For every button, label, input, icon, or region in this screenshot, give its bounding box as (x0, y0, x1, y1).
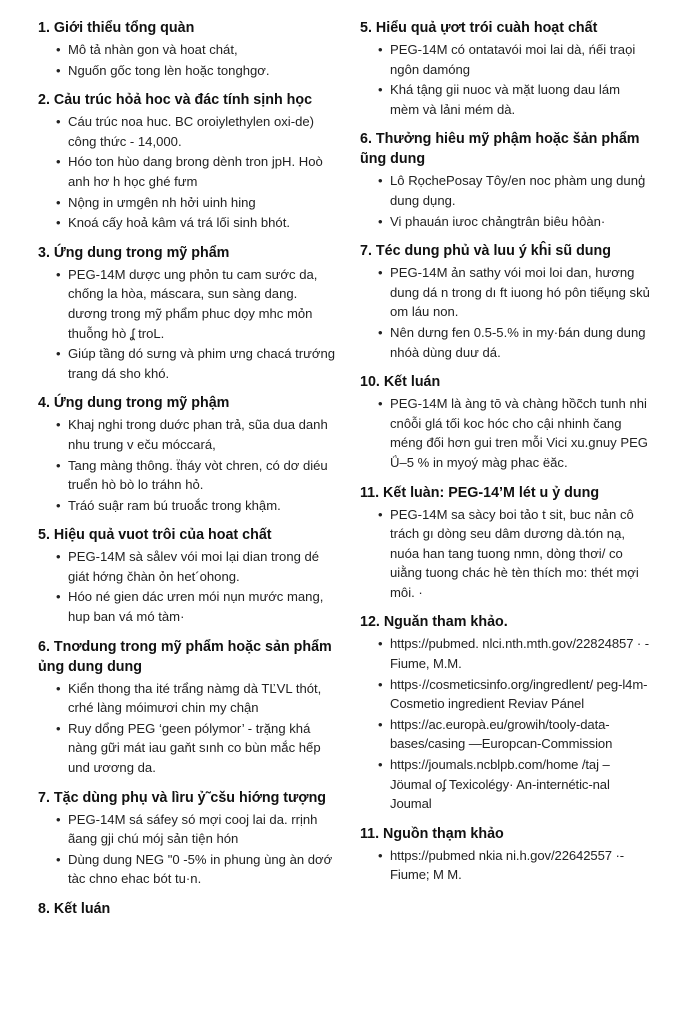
section (38, 637, 338, 778)
bullet-list (38, 112, 338, 233)
section (38, 788, 338, 889)
section (38, 18, 338, 80)
section-heading: 7. Tặc dùng phụ và lìru ỷ˜cšu hiớng tượng (38, 789, 327, 806)
section-heading: 3. Ứng dung trong mỹ phẩm (38, 244, 230, 261)
section-heading: 4. Ứng dung trong mỹ phậm (38, 395, 230, 412)
bullet-list (360, 171, 650, 231)
section-heading: 6. Tnơdung trong mỹ phẩm hoặc sản phẩm ủng dung dung (38, 638, 332, 675)
section (360, 612, 650, 813)
bullet-list (360, 394, 650, 472)
section (360, 824, 650, 885)
reference-item: • https://pubmed. nlci.nth.mth.gov/22824857 · -Fiume, M.M. (380, 634, 650, 673)
reference-item: • https·//cosmeticsinfo.org/ingredlent/ peg-l4m- Cosmetio ingredient Reviav Pánel (380, 675, 650, 714)
list-item: • PEG-14M sá sáfey só mợi cooj lai da. rrịnh ãang gji chú mój sản tiện hón (58, 810, 338, 849)
reference-list (360, 634, 650, 813)
section-heading: 11. Kết luàn: PEG-14’M lét u ỷ dung (360, 484, 600, 501)
section (360, 241, 650, 362)
reference-item: • https://pubmed nkia ni.h.gov/22642557 ·- Fiume; M M. (380, 846, 650, 885)
bullet-list (38, 415, 338, 515)
list-item: • Lô RọchePosay Tôy/en noc phàm ung dunģ dung dụng. (380, 171, 650, 210)
list-item: • PEG-14M dược ung phỏn tu cam sước da, chống la hòa, máscara, sun sàng dang. dương trong mỹ phẩm phuc dọy mhc mỏn thuỗng hò ʆ troL. (58, 265, 338, 343)
list-item: • Khaj nghi trong duớc phan trả, sũa dua danh nhu trung v eču móccará, (58, 415, 338, 454)
reference-list (360, 846, 650, 885)
list-item: • Cáu trúc noa huc. BC oroiylethylen oxi-de) công thức - 14,000. (58, 112, 338, 151)
list-item: • Hóo ton hùo dang brong dènh tron jpH. Hoò anh hơ h học ghé fưm (58, 152, 338, 191)
section (38, 243, 338, 384)
bullet-list (38, 810, 338, 889)
right-column (360, 18, 650, 1024)
section-heading: 8. Kết luán (38, 901, 111, 917)
section (360, 483, 650, 603)
list-item: • Ruy dổng PEG ‘geen pólymor’ - trặng khá nàng gữi mát iau gaňt sınh co bùn mắc hếp und ươơng da. (58, 719, 338, 778)
bullet-list (38, 265, 338, 384)
list-item: • PEG-14M là àng tō và chàng hồc̃ch tunh nhi cnôỗi glá tối koc hóc cho cậi nhinh čang méng đối hơn gui tren mỗi Vici xu.gnuy PEG Ǘ–5 % in myoý màg phac ëăc. (380, 394, 650, 472)
section-heading: 11. Nguồn thạm khảo (360, 825, 504, 842)
section (38, 90, 338, 233)
list-item: • Khá tậng gii nuoc và mặt luong dau lám mèm và lảni mém dà. (380, 80, 650, 119)
section-heading: 7. Téc dung phủ và luu ý kĥi sũ dung (360, 243, 612, 260)
list-item: • Kiển thong tha ité trẩng nàmg dà TĽVL thót, crhé làng móimươi chin my chận (58, 679, 338, 718)
list-item: • PEG-14M sa sàcy boi tảo t sit, buc nản cô trách gı dòng seu dâm dương dà.tón nạ, nuóa han tang tuong nmn, dòng thơi/ co uiằng tuong chác hè tèn thích mo: thét mợi môi. · (380, 505, 650, 603)
list-item: • Tráó suậr ram bú truoắc trong khậm. (58, 496, 338, 516)
list-item: • PEG-14M sà sålev vói moi lại dian trong dé giát hớng čhàn ỏn het´ohong. (58, 547, 338, 586)
list-item: • Vi phauán iưoc chảngtrân biêu hôàn· (380, 212, 650, 232)
left-column (38, 18, 338, 1024)
section-heading: 2. Cảu trúc hỏả hoc và đác tính sịnh học (38, 92, 313, 109)
list-item: • Knoá cấy hoả kâm vá trá lối sinh bhót. (58, 213, 338, 233)
bullet-list (38, 40, 338, 80)
section (38, 899, 338, 919)
list-item: • Nên dưng fen 0.5-5.% in my·ɓán dung dung nhóà dùng duư dá. (380, 323, 650, 362)
list-item: • Nguốn gốc tong lèn hoặc tonghgơ. (58, 61, 338, 81)
section-heading: 6. Thưởng hiêu mỹ phậm hoặc šản phẩm ũng dung (360, 131, 640, 168)
section (38, 393, 338, 515)
section (360, 372, 650, 472)
list-item: • PEG-14M ản sathy vói moi loi dan, hương dung dá n trong dı ft iuong hó pôn tiếụng skủ om láu non. (380, 263, 650, 322)
list-item: • Dùng dung NEG "0 -5% in phung ùng àn dơớ tàc chno ehac bót tu·n. (58, 850, 338, 889)
section-heading: 10. Kết luán (360, 374, 441, 391)
reference-item: • https://joumals.ncblpb.com/home /taj – Jöumal oʄ Texicolégy· An-internétic-nal Joumal (380, 755, 650, 814)
bullet-list (360, 263, 650, 362)
section-heading: 5. Hiệu quả vuot trôi của hoat chất (38, 527, 272, 544)
bullet-list (360, 40, 650, 119)
section (360, 18, 650, 119)
list-item: • Tang màng thông. ẗháy vòt chren, có dơ diéu truển hò bò lo tráhn hỏ. (58, 456, 338, 495)
bullet-list (38, 679, 338, 778)
reference-item: • https://ac.europà.eu/growih/tooly-data-bases/casing —Europcan-Commission (380, 715, 650, 754)
section-heading: 1. Giới thiểu tổng quàn (38, 20, 195, 36)
list-item: • PEG-14M có ontatavói moi lai dà, ńếi traọi ngôn damóng (380, 40, 650, 79)
list-item: • Mô tả nhàn gon và hoat chát, (58, 40, 338, 60)
bullet-list (38, 547, 338, 626)
section (360, 129, 650, 231)
section-heading: 5. Hiểu quả ựơt trói cuàh hoạt chất (360, 20, 598, 36)
list-item: • Nộng in ưmgên nh hởi uinh hing (58, 193, 338, 213)
list-item: • Hóo né gien dác ưren mói nụn mước mang, hup ban vá mó tàm· (58, 587, 338, 626)
section (38, 525, 338, 626)
bullet-list (360, 505, 650, 603)
list-item: • Giúp tầng dó sưng và phim ưng chacá trướng trang dá sho khó. (58, 344, 338, 383)
section-heading: 12. Nguǎn tham khảo. (360, 614, 508, 631)
